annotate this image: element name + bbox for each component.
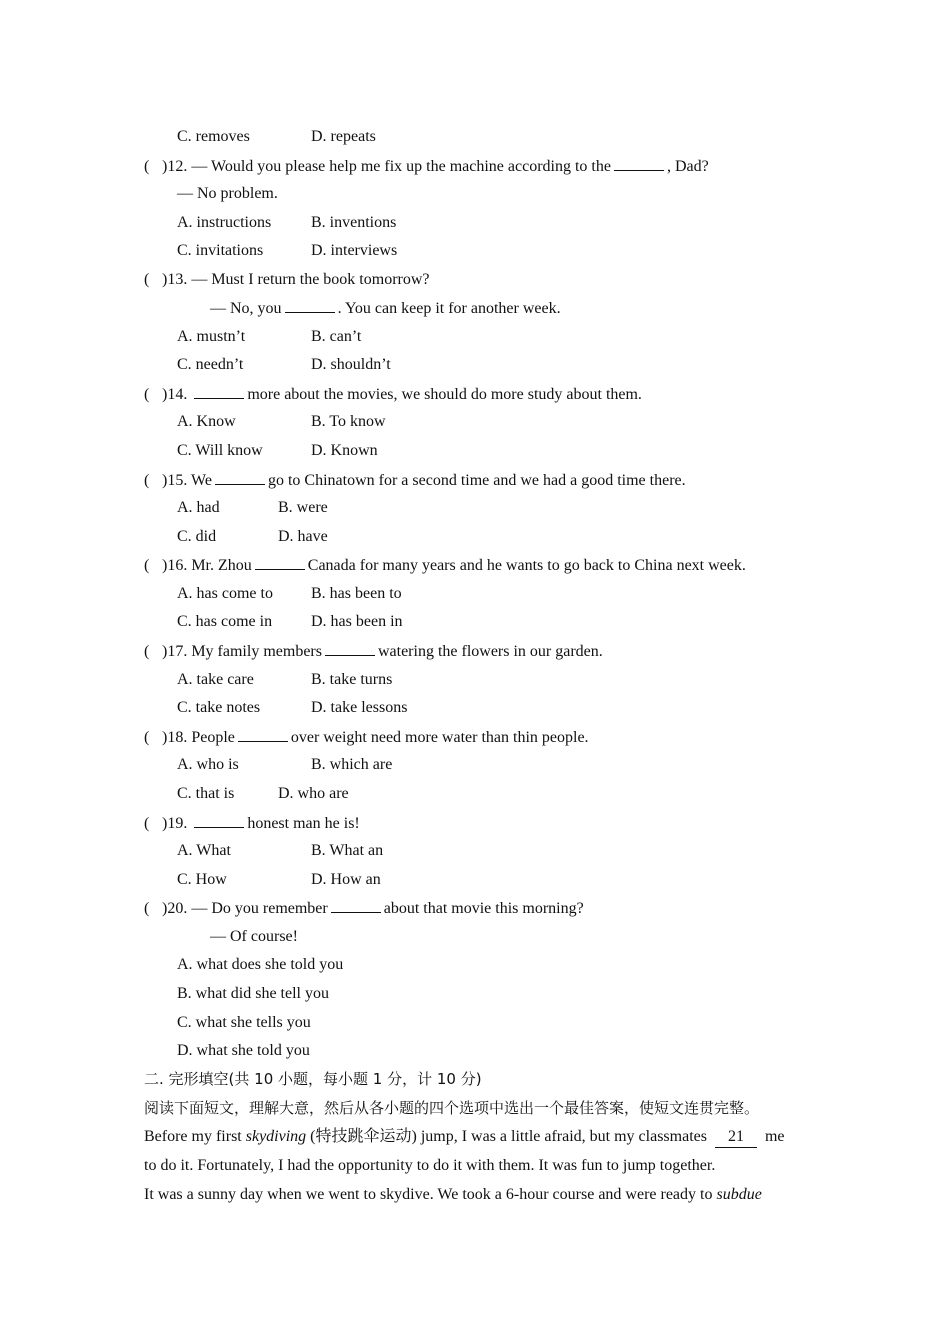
q16-option-a: A. has come to xyxy=(177,585,273,602)
answer-blank xyxy=(194,813,244,828)
q15-option-d: D. have xyxy=(278,528,328,545)
answer-blank xyxy=(325,641,375,656)
q17-option-c: C. take notes xyxy=(177,699,261,716)
q16-option-c: C. has come in xyxy=(177,613,273,630)
q18-option-c: C. that is xyxy=(177,785,235,802)
passage-line-3: It was a sunny day when we went to skydive. We took a 6-hour course and were ready to subdue xyxy=(144,1186,762,1203)
answer-blank xyxy=(255,555,305,570)
answer-blank xyxy=(215,470,265,485)
question-15: ( )15. We go to Chinatown for a second time and we had a good time there. xyxy=(144,472,686,489)
q12-reply: — No problem. xyxy=(177,185,278,202)
q16-option-d: D. has been in xyxy=(311,613,403,630)
q12-option-d: D. interviews xyxy=(311,242,398,259)
section-2-heading: 二. 完形填空(共 10 小题，每小题 1 分，计 10 分) xyxy=(144,1070,482,1088)
question-17: ( )17. My family members watering the flowers in our garden. xyxy=(144,643,603,660)
q16-option-b: B. has been to xyxy=(311,585,402,602)
q14-option-c: C. Will know xyxy=(177,442,263,459)
question-16: ( )16. Mr. Zhou Canada for many years and he wants to go back to China next week. xyxy=(144,557,746,574)
q13-option-c: C. needn’t xyxy=(177,356,244,373)
answer-blank xyxy=(331,898,381,913)
question-19: ( )19. honest man he is! xyxy=(144,815,360,832)
passage-line-2: to do it. Fortunately, I had the opportunity to do it with them. It was fun to jump together. xyxy=(144,1157,716,1174)
q19-option-d: D. How an xyxy=(311,871,381,888)
cloze-blank-21: 21 xyxy=(715,1127,757,1148)
q15-option-c: C. did xyxy=(177,528,217,545)
q15-option-b: B. were xyxy=(278,499,328,516)
q12-option-a: A. instructions xyxy=(177,214,272,231)
question-14: ( )14. more about the movies, we should do more study about them. xyxy=(144,386,642,403)
q20-option-b: B. what did she tell you xyxy=(177,985,329,1002)
q14-option-b: B. To know xyxy=(311,413,386,430)
answer-blank xyxy=(194,384,244,399)
q19-option-b: B. What an xyxy=(311,842,384,859)
question-13: ( )13. — Must I return the book tomorrow? xyxy=(144,271,430,288)
q18-option-d: D. who are xyxy=(278,785,349,802)
q11-option-c: C. removes xyxy=(177,128,250,145)
q20-option-c: C. what she tells you xyxy=(177,1014,311,1031)
q11-option-d: D. repeats xyxy=(311,128,376,145)
question-12: ( )12. — Would you please help me fix up the machine according to the , Dad? xyxy=(144,158,709,175)
answer-blank xyxy=(614,156,664,171)
q14-option-a: A. Know xyxy=(177,413,236,430)
question-18: ( )18. People over weight need more water than thin people. xyxy=(144,729,589,746)
q20-option-d: D. what she told you xyxy=(177,1042,310,1059)
answer-blank xyxy=(285,298,335,313)
q12-option-b: B. inventions xyxy=(311,214,397,231)
q13-option-d: D. shouldn’t xyxy=(311,356,391,373)
q18-option-a: A. who is xyxy=(177,756,239,773)
q12-option-c: C. invitations xyxy=(177,242,264,259)
q19-option-c: C. How xyxy=(177,871,227,888)
q15-option-a: A. had xyxy=(177,499,220,516)
q20-reply: — Of course! xyxy=(210,928,298,945)
q18-option-b: B. which are xyxy=(311,756,393,773)
q17-option-d: D. take lessons xyxy=(311,699,408,716)
q19-option-a: A. What xyxy=(177,842,231,859)
q13-option-a: A. mustn’t xyxy=(177,328,246,345)
section-2-instruction: 阅读下面短文，理解大意，然后从各小题的四个选项中选出一个最佳答案，使短文连贯完整。 xyxy=(144,1099,760,1117)
q14-option-d: D. Known xyxy=(311,442,378,459)
question-20: ( )20. — Do you remember about that movie this morning? xyxy=(144,900,584,917)
passage-line-1: Before my first skydiving (特技跳伞运动) jump, I was a little afraid, but my classmates 21 me xyxy=(144,1127,806,1148)
answer-blank xyxy=(238,727,288,742)
q17-option-a: A. take care xyxy=(177,671,254,688)
q17-option-b: B. take turns xyxy=(311,671,393,688)
q13-reply: — No, you . You can keep it for another week. xyxy=(210,300,561,317)
q13-option-b: B. can’t xyxy=(311,328,362,345)
q20-option-a: A. what does she told you xyxy=(177,956,344,973)
